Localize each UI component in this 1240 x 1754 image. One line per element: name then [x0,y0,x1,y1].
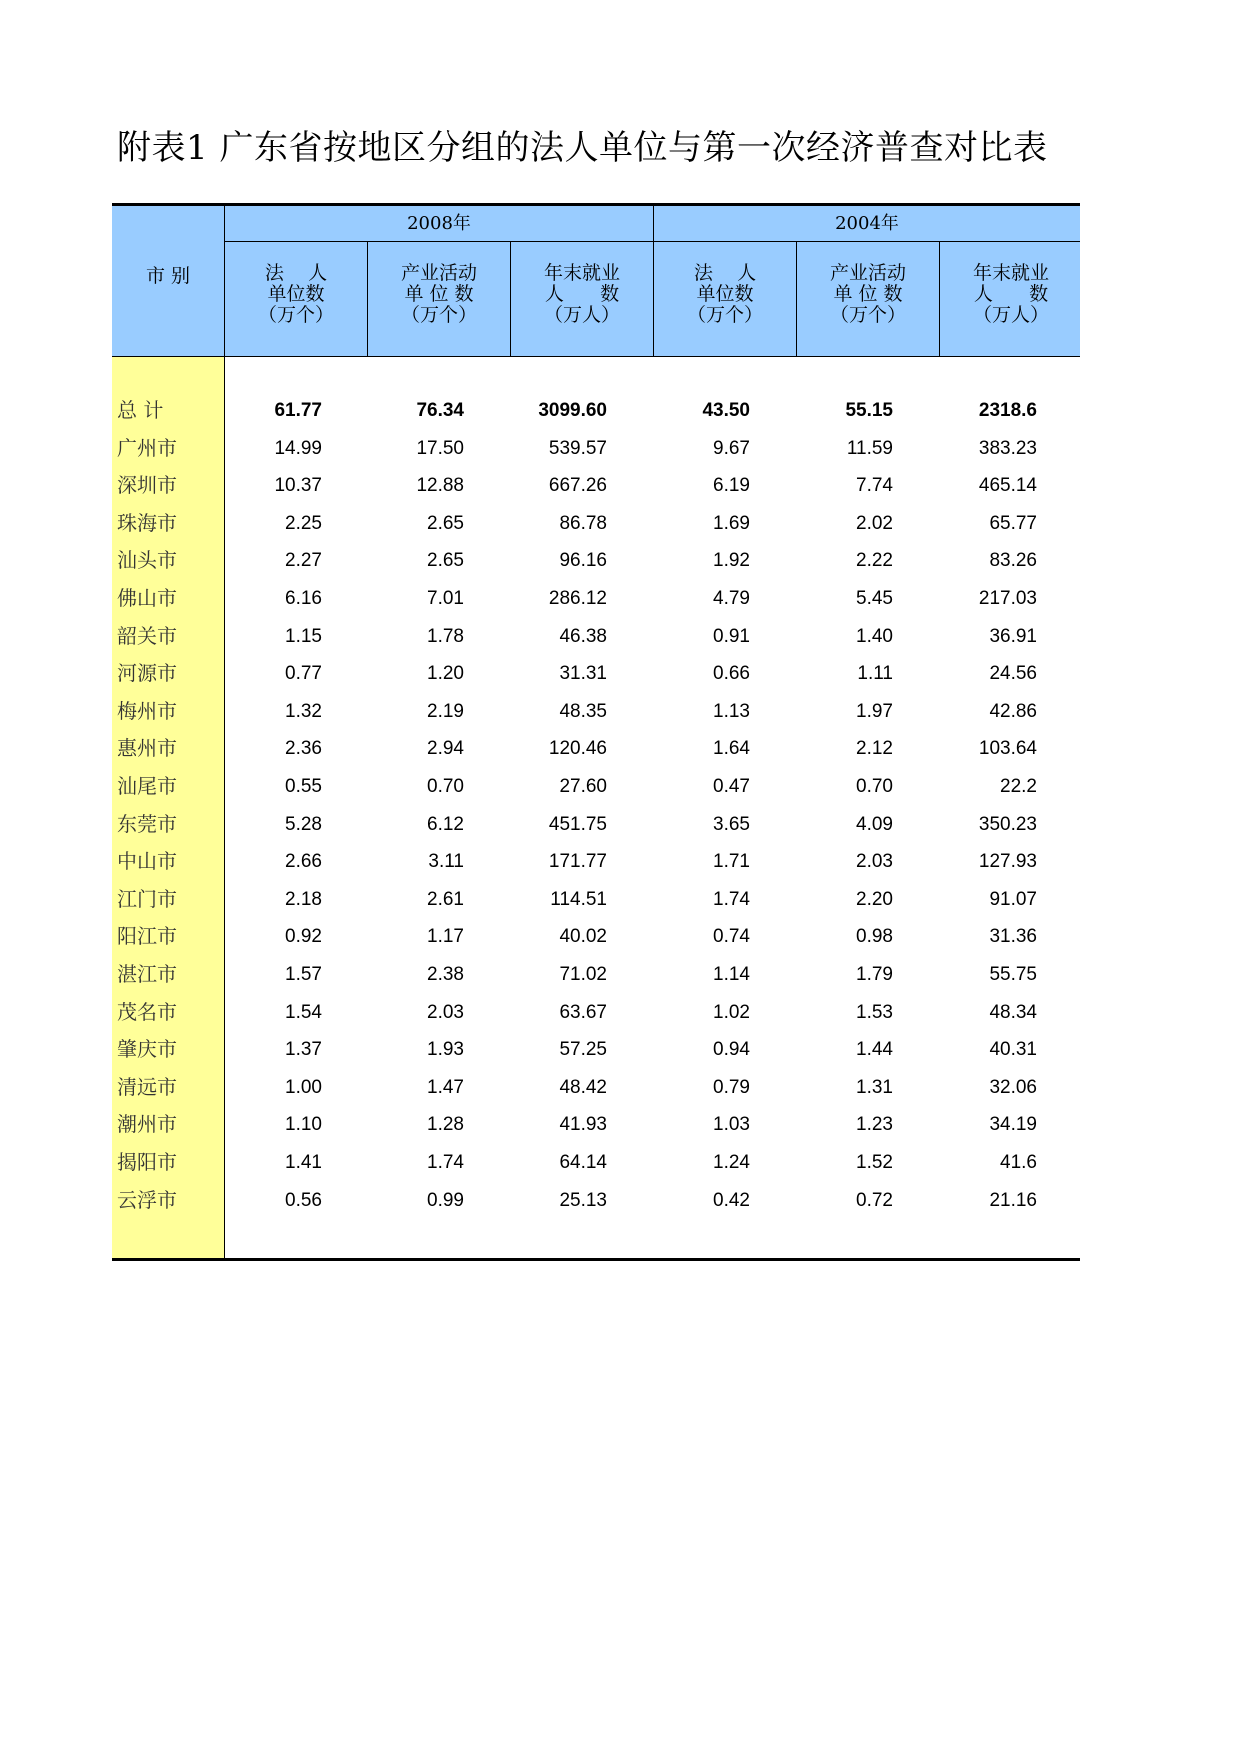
value-cell: 1.20 [427,663,464,685]
value-cell: 2.03 [427,1001,464,1023]
table-row [112,693,1080,730]
value-cell: 1.17 [427,926,464,948]
value-cell: 0.98 [856,926,893,948]
city-name: 潮州市 [117,1112,177,1137]
value-cell: 2.65 [427,512,464,534]
value-cell: 61.77 [274,400,322,421]
value-cell: 3099.60 [538,400,607,421]
value-cell: 1.02 [713,1001,750,1023]
value-cell: 0.72 [856,1189,893,1211]
value-cell: 1.64 [713,738,750,760]
value-cell: 5.45 [856,588,893,609]
value-cell: 1.28 [427,1114,464,1136]
value-cell: 12.88 [416,475,464,497]
value-cell: 57.25 [559,1039,607,1061]
value-cell: 96.16 [559,550,607,572]
value-cell: 1.44 [856,1039,893,1061]
value-cell: 286.12 [548,588,607,609]
city-name: 汕尾市 [117,774,177,798]
city-name: 湛江市 [117,962,177,986]
column-header: 年末就业 人 数 （万人） [543,262,620,326]
value-cell: 48.35 [559,700,607,722]
value-cell: 103.64 [978,738,1037,760]
value-cell: 1.53 [856,1001,893,1023]
city-name: 江门市 [117,886,177,911]
city-name: 云浮市 [117,1187,177,1212]
column-header: 法 人 单位数 （万个） [686,262,763,326]
value-cell: 2.66 [285,851,322,873]
city-name: 梅州市 [117,698,177,723]
value-cell: 2.25 [285,512,322,534]
value-cell: 1.97 [856,700,893,722]
value-cell: 71.02 [559,964,607,985]
value-cell: 42.86 [989,700,1037,722]
value-cell: 1.71 [713,851,750,873]
value-cell: 48.42 [559,1076,607,1098]
value-cell: 2.61 [427,888,464,910]
table-row [112,994,1080,1031]
value-cell: 383.23 [978,437,1037,459]
value-cell: 2.03 [856,851,893,873]
value-cell: 4.09 [856,813,893,835]
value-cell: 0.66 [713,663,750,685]
city-column-header: 市 别 [145,265,191,287]
value-cell: 7.01 [427,588,464,609]
table-row [112,505,1080,542]
value-cell: 41.93 [559,1114,607,1136]
value-cell: 539.57 [548,437,607,459]
value-cell: 350.23 [978,813,1037,835]
comparison-table [112,203,1080,1261]
value-cell: 27.60 [559,776,607,797]
value-cell: 24.56 [989,663,1037,685]
city-name: 揭阳市 [117,1150,177,1174]
value-cell: 4.79 [713,588,750,609]
value-cell: 451.75 [548,813,607,835]
value-cell: 1.40 [856,625,893,647]
value-cell: 127.93 [978,851,1037,873]
city-name: 深圳市 [117,473,177,498]
value-cell: 2.19 [427,700,464,722]
value-cell: 5.28 [285,813,322,835]
column-header: 产业活动 单 位 数 （万个） [400,262,477,326]
value-cell: 1.79 [856,964,893,985]
value-cell: 667.26 [548,475,607,497]
value-cell: 2.20 [856,888,893,910]
value-cell: 0.92 [285,926,322,948]
value-cell: 76.34 [416,400,464,421]
table-row [112,1106,1080,1143]
value-cell: 0.55 [285,776,322,797]
value-cell: 0.79 [713,1076,750,1098]
city-name: 韶关市 [117,623,177,648]
value-cell: 114.51 [550,888,607,910]
table-row [112,1182,1080,1219]
value-cell: 17.50 [416,437,464,459]
value-cell: 3.11 [428,851,464,873]
value-cell: 2318.6 [978,400,1037,421]
value-cell: 1.92 [713,550,750,572]
value-cell: 1.69 [713,512,750,534]
value-cell: 2.38 [427,964,464,985]
value-cell: 43.50 [702,400,750,421]
column-header: 法 人 单位数 （万个） [257,262,334,326]
value-cell: 2.12 [856,738,893,760]
value-cell: 1.14 [713,964,750,985]
table-row [112,730,1080,767]
value-cell: 41.6 [1000,1152,1037,1173]
value-cell: 0.42 [713,1189,750,1211]
value-cell: 465.14 [978,475,1037,497]
value-cell: 34.19 [989,1114,1037,1136]
city-name: 珠海市 [117,510,177,535]
column-header: 年末就业 人 数 （万人） [972,262,1049,326]
value-cell: 25.13 [559,1189,607,1211]
value-cell: 63.67 [559,1001,607,1023]
city-name: 广州市 [117,435,177,460]
value-cell: 171.77 [548,851,607,873]
value-cell: 0.94 [713,1039,750,1061]
city-name: 河源市 [117,661,177,686]
value-cell: 0.56 [285,1189,322,1211]
city-name: 阳江市 [117,924,177,949]
value-cell: 14.99 [274,437,322,459]
table-row [112,655,1080,692]
table-row [112,1144,1080,1181]
value-cell: 1.47 [427,1076,464,1098]
value-cell: 2.65 [427,550,464,572]
value-cell: 217.03 [978,588,1037,609]
value-cell: 3.65 [713,813,750,835]
value-cell: 31.36 [989,926,1037,948]
value-cell: 1.03 [713,1114,750,1136]
value-cell: 1.52 [856,1152,893,1173]
value-cell: 1.78 [427,625,464,647]
value-cell: 11.59 [846,437,893,459]
value-cell: 31.31 [559,663,607,685]
divider-header-bottom [112,356,1080,357]
value-cell: 91.07 [989,888,1037,910]
value-cell: 120.46 [548,738,607,760]
city-name: 佛山市 [117,586,177,610]
value-cell: 1.41 [285,1152,322,1173]
table-row [112,806,1080,843]
value-cell: 9.67 [713,437,750,459]
value-cell: 55.75 [989,964,1037,985]
value-cell: 0.99 [427,1189,464,1211]
value-cell: 46.38 [559,625,607,647]
value-cell: 1.37 [285,1039,322,1061]
value-cell: 0.74 [713,926,750,948]
value-cell: 0.47 [713,776,750,797]
city-name: 东莞市 [117,811,177,836]
value-cell: 2.02 [856,512,893,534]
value-cell: 1.23 [856,1114,893,1136]
value-cell: 0.91 [713,625,750,647]
table-row [112,1031,1080,1068]
value-cell: 6.19 [713,475,750,497]
city-name: 惠州市 [117,736,177,761]
value-cell: 40.02 [559,926,607,948]
value-cell: 1.32 [285,700,322,722]
value-cell: 0.77 [285,663,322,685]
city-name: 清远市 [117,1074,177,1099]
value-cell: 21.16 [989,1189,1037,1211]
value-cell: 6.16 [285,588,322,609]
value-cell: 65.77 [989,512,1037,534]
value-cell: 86.78 [559,512,607,534]
value-cell: 0.70 [856,776,893,797]
value-cell: 48.34 [989,1001,1037,1023]
value-cell: 1.13 [713,700,750,722]
value-cell: 2.27 [285,550,322,572]
value-cell: 1.24 [713,1152,750,1173]
value-cell: 2.22 [856,550,893,572]
value-cell: 64.14 [559,1152,607,1173]
total-row [112,392,1080,429]
column-header: 产业活动 单 位 数 （万个） [829,262,906,326]
city-name: 肇庆市 [117,1037,177,1062]
value-cell: 1.11 [857,663,893,685]
value-cell: 2.36 [285,738,322,760]
value-cell: 1.74 [427,1152,464,1173]
value-cell: 36.91 [989,625,1037,647]
value-cell: 55.15 [845,400,893,421]
value-cell: 2.94 [427,738,464,760]
table-row [112,956,1080,993]
city-name: 中山市 [117,849,177,874]
table-bottom-border [112,1258,1080,1261]
value-cell: 40.31 [989,1039,1037,1061]
value-cell: 83.26 [989,550,1037,572]
city-name: 汕头市 [117,548,177,573]
table-row [112,843,1080,880]
group-header-2004: 2004年 [835,213,899,234]
value-cell: 1.93 [427,1039,464,1061]
page-title: 附表1 广东省按地区分组的法人单位与第一次经济普查对比表 [117,128,1048,168]
value-cell: 10.37 [274,475,322,497]
value-cell: 1.00 [285,1076,322,1098]
value-cell: 7.74 [856,475,893,497]
table-row [112,580,1080,617]
table-row [112,918,1080,955]
city-name: 总 计 [117,398,164,422]
table-row [112,1069,1080,1106]
table-row [112,430,1080,467]
value-cell: 1.57 [285,964,322,985]
value-cell: 1.74 [713,888,750,910]
city-name: 茂名市 [117,999,177,1024]
value-cell: 32.06 [989,1076,1037,1098]
group-header-2008: 2008年 [407,213,471,234]
value-cell: 1.15 [285,625,322,647]
table-row [112,881,1080,918]
value-cell: 1.10 [285,1114,322,1136]
value-cell: 1.54 [285,1001,322,1023]
table-row [112,768,1080,805]
value-cell: 0.70 [427,776,464,797]
table-row [112,542,1080,579]
value-cell: 6.12 [427,813,464,835]
value-cell: 2.18 [285,888,322,910]
table-row [112,618,1080,655]
value-cell: 22.2 [1000,776,1037,797]
value-cell: 1.31 [856,1076,893,1098]
table-row [112,467,1080,504]
